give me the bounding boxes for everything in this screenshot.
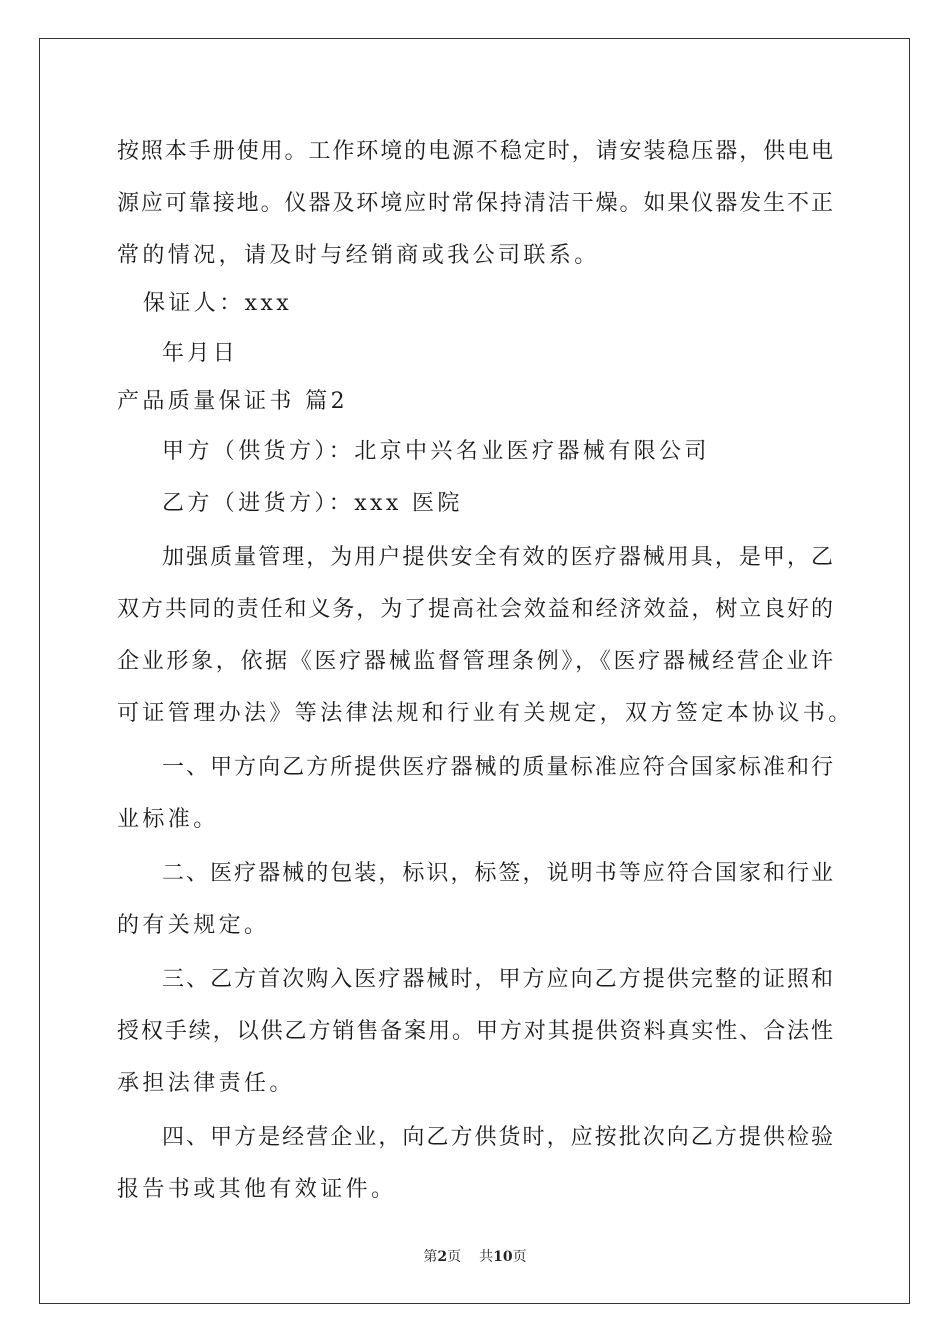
party-a-line: 甲方（供货方）：北京中兴名业医疗器械有限公司	[162, 439, 710, 464]
clause-three-line: 三、乙方首次购入医疗器械时，甲方应向乙方提供完整的证照和	[162, 967, 833, 992]
clause-two-line: 二、医疗器械的包装，标识，标签，说明书等应符合国家和行业	[162, 861, 833, 886]
party-b-line: 乙方（进货方）：xxx 医院	[162, 491, 463, 516]
date-line: 年月日	[162, 341, 239, 366]
section-heading: 产品质量保证书 篇2	[117, 389, 348, 414]
paragraph-line: 常的情况，请及时与经销商或我公司联系。	[117, 243, 600, 268]
total-pages: 10	[493, 1249, 513, 1265]
clause-two-line: 的有关规定。	[117, 913, 270, 938]
guarantor-line: 保证人：xxx	[143, 291, 293, 316]
clause-four-line: 报告书或其他有效证件。	[117, 1177, 397, 1202]
clause-four-line: 四、甲方是经营企业，向乙方供货时，应按批次向乙方提供检验	[162, 1125, 833, 1150]
total-prefix: 共	[479, 1249, 494, 1265]
page-number: 2	[437, 1249, 448, 1265]
paragraph-line: 加强质量管理，为用户提供安全有效的医疗器械用具，是甲，乙	[162, 545, 833, 570]
paragraph-line: 可证管理办法》等法律法规和行业有关规定，双方签定本协议书。	[117, 701, 854, 726]
page-prefix: 第	[423, 1249, 438, 1265]
clause-three-line: 授权手续，以供乙方销售备案用。甲方对其提供资料真实性、合法性	[117, 1019, 833, 1044]
total-suffix: 页	[512, 1249, 527, 1265]
page-footer	[0, 1246, 950, 1266]
page-suffix: 页	[447, 1249, 462, 1265]
clause-one-line: 业标准。	[117, 807, 219, 832]
paragraph-line: 源应可靠接地。仪器及环境应时常保持清洁干燥。如果仪器发生不正	[117, 191, 833, 216]
document-body	[117, 128, 854, 1214]
paragraph-line: 企业形象，依据《医疗器械监督管理条例》，《医疗器械经营企业许	[117, 649, 833, 674]
paragraph-line: 按照本手册使用。工作环境的电源不稳定时，请安装稳压器，供电电	[117, 139, 833, 164]
clause-three-line: 承担法律责任。	[117, 1071, 295, 1096]
clause-one-line: 一、甲方向乙方所提供医疗器械的质量标准应符合国家标准和行	[162, 755, 833, 780]
paragraph-line: 双方共同的责任和义务，为了提高社会效益和经济效益，树立良好的	[117, 597, 833, 622]
